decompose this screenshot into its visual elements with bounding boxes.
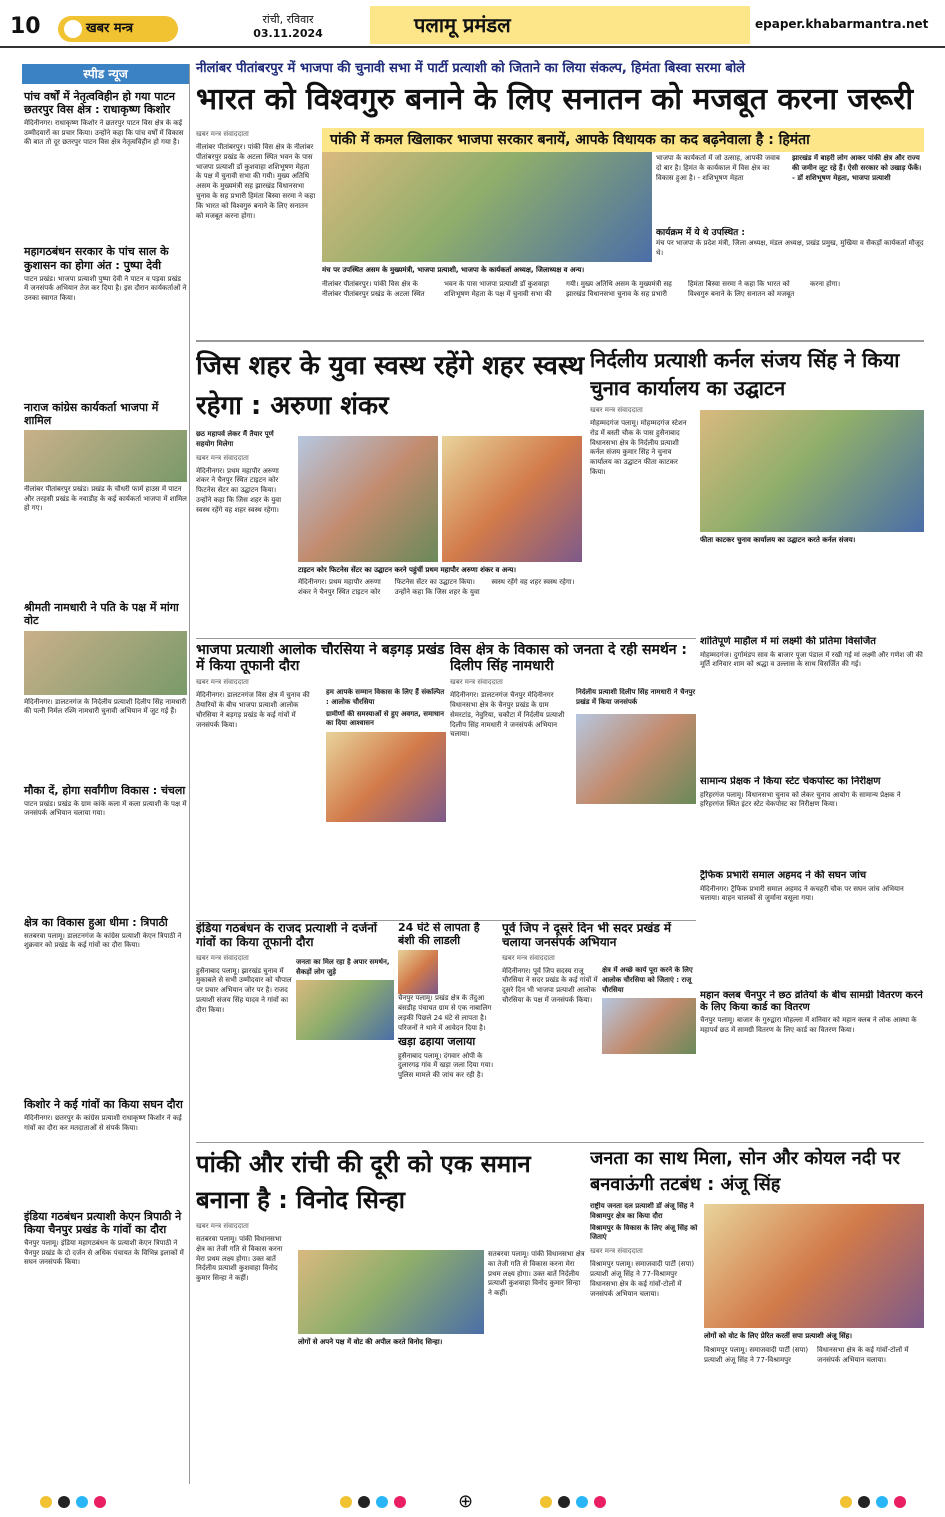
story-dilip-photo [576, 714, 696, 804]
city-day: रांची, रविवार [262, 13, 314, 26]
story-headline: ट्रैफिक प्रभारी समाल अहमद ने की सघन जांच [700, 870, 867, 881]
section-title: पलामू प्रमंडल [370, 6, 750, 44]
story-headline: शांतिपूर्ण माहौल में मां लक्ष्मी की प्रतिमा विसर्जित [700, 636, 876, 647]
registration-mark-icon [576, 1496, 588, 1508]
brief-headline: क्षेत्र का विकास हुआ धीमा : त्रिपाठी [24, 915, 168, 929]
story-headline: निर्दलीय प्रत्याशी कर्नल संजय सिंह ने किया चुनाव कार्यालय का उद्घाटन [590, 348, 900, 400]
story-khada [398, 1036, 498, 1136]
speed-news-label: स्पीड न्यूज [22, 64, 189, 84]
brief-photo [24, 631, 187, 695]
story-subhead: विश्रामपुर के विकास के लिए अंजू सिंह को जिताएं [590, 1223, 698, 1242]
registration-mark-icon [76, 1496, 88, 1508]
story-india-subhead: जनता का मिल रहा है अपार समर्थन, सैकड़ों लोग जुड़े [296, 958, 390, 976]
brand-name: खबर मन्त्र [86, 21, 134, 36]
story-aruna-photo [442, 436, 582, 562]
brief-body: पाटन प्रखंड। प्रखंड के ग्राम कांके कला में कला प्रत्याशी के पक्ष में जनसंपर्क अभियान चलाया गया। [24, 799, 187, 818]
story-byline: खबर मन्त्र संवाददाता [590, 406, 643, 414]
brief-body: पाटन प्रखंड। भाजपा प्रत्याशी पुष्पा देवी ने पाटन व पड़वा प्रखंड में जनसंपर्क अभियान तेज कर दिया है। इस दौरान कार्यकर्ताओं ने उनका स्वागत किया। [24, 274, 187, 302]
epaper-url[interactable]: epaper.khabarmantra.net [755, 17, 929, 31]
brief-headline: पांच वर्षों में नेतृत्वविहीन हो गया पाटन छतरपुर विस क्षेत्र : राधाकृष्ण किशोर [24, 90, 175, 117]
story-sanjay-photo [700, 410, 924, 532]
story-alok-subheads [326, 688, 446, 728]
story-alok-photo [326, 732, 446, 822]
story-headline: जिस शहर के युवा स्वस्थ रहेंगे शहर स्वस्थ रहेगा : अरुणा शंकर [196, 351, 585, 421]
brief-body: सतबरवा पलामू। डालटनगंज के कांग्रेस प्रत्याशी केएन त्रिपाठी ने शुक्रवार को प्रखंड के कई गांवों का दौरा किया। [24, 931, 182, 950]
lead-story-body [196, 126, 316, 336]
story-body: चैनपुर पलामू। बाजार के गुरुद्वारा मोहल्ला में शनिवार को महान क्लब ने लोक आस्था के महापर्व छठ में सामग्री वितरण के लिए कार्ड का वितरण किया। [700, 1016, 917, 1034]
brief-headline: इंडिया गठबंधन प्रत्याशी केएन त्रिपाठी ने किया चैनपुर प्रखंड के गांवों का दौरा [24, 1210, 182, 1237]
lead-strap: पांकी में कमल खिलाकर भाजपा सरकार बनायें, आपके विधायक का कद बढ़नेवाला है : हिमंता [322, 128, 924, 152]
lead-quote-2: झारखंड में बाहरी लोग आकर पांकी क्षेत्र और राज्य की जमीन लूट रहे हैं। ऐसी सरकार को उखाड़ फेंकें। - डॉ शशिभूषण मेहता, भाजपा प्रत्याशी [792, 154, 922, 182]
registration-mark-icon [394, 1496, 406, 1508]
story-subhead: छठ महापर्व लेकर मैं तैयार पूर्ण सहयोग मिलेगा [196, 430, 274, 448]
masthead [0, 0, 945, 48]
lead-body-continued: नीलांबर पीतांबरपुर। पांकी विस क्षेत्र के नीलांबर पीतांबरपुर प्रखंड के अटला स्थित भवन के पास भाजपा प्रत्याशी डॉ कुशवाहा शशिभूषण मेहता के पक्ष में चुनावी सभा की गयी। मुख्य अतिथि असम के मुख्यमंत्री सह झारखंड विधानसभा चुनाव के सह प्रभारी हिमंता बिस्वा सरमा ने कहा कि भारत को विश्वगुरु बनाने के लिए सनातन को मजबूत करना होगा। [322, 280, 841, 298]
divider [196, 920, 696, 921]
brief-item [22, 1098, 189, 1204]
story-body: विश्रामपुर पलामू। समाजवादी पार्टी (सपा) प्रत्याशी अंजू सिंह ने 77-विश्रामपुर विधानसभा क्षेत्र के कई गांवों-टोलों में जनसंपर्क अभियान चलाया। [590, 1260, 695, 1298]
story-bundi [398, 922, 498, 1032]
story-cards [700, 990, 924, 1144]
story-subhead: हम आपके सम्मान विकास के लिए हैं संकल्पित : आलोक चौरसिया [326, 688, 445, 706]
story-aruna-photo [298, 436, 438, 562]
lead-kicker: नीलांबर पीतांबरपुर में भाजपा की चुनावी सभा में पार्टी प्रत्याशी को जिताने का लिया संकल्प, हिमंता बिस्वा सरमा बोले [196, 61, 745, 76]
story-headline: विस क्षेत्र के विकास को जनता दे रही समर्थन : दिलीप सिंह नामधारी [450, 642, 688, 675]
story-byline: खबर मन्त्र संवाददाता [196, 453, 249, 462]
brief-body: चैनपुर पलामू। इंडिया महागठबंधन के प्रत्याशी केएन त्रिपाठी ने चैनपुर प्रखंड के दो दर्जन से अधिक पंचायत के विभिन्न इलाकों में सघन जनसंपर्क किया। [24, 1239, 184, 1267]
registration-mark-icon [340, 1496, 352, 1508]
brand-badge [58, 16, 178, 42]
story-headline: पूर्व जिप ने दूसरे दिन भी सदर प्रखंड में चलाया जनसंपर्क अभियान [502, 922, 672, 949]
brief-item [22, 1210, 189, 1399]
story-body: मोहम्मदगंज पलामू। मोहम्मदगंज स्टेशन रोड में बस्ती चौक के पास हुसैनाबाद विधानसभा क्षेत्र के निर्दलीय प्रत्याशी कर्नल संजय कुमार सिंह ने चुनाव कार्यालय का उद्घाटन फीता काटकर किया। [590, 419, 687, 476]
registration-mark-icon [40, 1496, 52, 1508]
lead-body: नीलांबर पीतांबरपुर। पांकी विस क्षेत्र के नीलांबर पीतांबरपुर प्रखंड के अटला स्थित भवन के पास भाजपा प्रत्याशी डॉ कुशवाहा शशिभूषण मेहता के पक्ष में चुनावी सभा की गयी। मुख्य अतिथि असम के मुख्यमंत्री सह झारखंड विधानसभा चुनाव के सह प्रभारी हिमंता बिस्वा सरमा ने कहा कि भारत को विश्वगुरु बनाने के लिए सनातन को मजबूत करना होगा। [196, 143, 316, 220]
registration-mark-icon [594, 1496, 606, 1508]
registration-mark-icon [558, 1496, 570, 1508]
story-headline: 24 घंटे से लापता है बंशी की लाडली [398, 922, 480, 947]
story-subhead: राष्ट्रीय जनता दल प्रत्याशी डॉ अंजू सिंह ने विश्रामपुर क्षेत्र का किया दौरा [590, 1202, 694, 1220]
brief-photo [24, 430, 187, 482]
story-byline: खबर मन्त्र संवाददाता [196, 678, 249, 687]
brief-body: मेदिनीनगर। छतरपुर के कांग्रेस प्रत्याशी राधाकृष्ण किशोर ने कई गांवों का दौरा कर मतदाताओं से संपर्क किया। [24, 1114, 182, 1132]
lead-byline: खबर मन्त्र संवाददाता [196, 130, 249, 138]
story-headline: जनता का साथ मिला, सोन और कोयल नदी पर बनवाऊंगी तटबंध : अंजू सिंह [590, 1148, 900, 1195]
story-anju-photo [704, 1204, 924, 1328]
story-headline: महान क्लब चैनपुर ने छठ व्रतियों के बीच सामग्री वितरण करने के लिए किया कार्ड का वितरण [700, 990, 923, 1013]
registration-mark-icon [876, 1496, 888, 1508]
print-registration-strip [0, 1488, 945, 1517]
story-vinod-photo [298, 1250, 484, 1334]
brief-body: मेदिनीनगर। राधाकृष्ण किशोर ने छतरपुर पाटन विस क्षेत्र के कई उम्मीदवारों का प्रचार किया। उन्होंने कहा कि पांच वर्षों में विकास की बात तो दूर छतरपुर पाटन विस क्षेत्र नेतृत्वविहीन हो गया है। [24, 119, 184, 147]
story-headline: पांकी और रांची की दूरी को एक समान बनाना है : विनोद सिन्हा [196, 1150, 531, 1214]
page-number: 10 [10, 14, 41, 39]
story-byline: खबर मन्त्र संवाददाता [196, 1222, 249, 1230]
story-body: मोहम्मदगंज। दुर्गामंडप साव के बाजार पूजा पंडाल में रखी गई मां लक्ष्मी और गणेश जी की मूर्ति शनिवार शाम को श्रद्धा व उल्लास के साथ विसर्जित की गई। [700, 650, 923, 669]
story-body: मेदिनीनगर। डालटनगंज चैनपुर मेदिनीनगर विधानसभा क्षेत्र के चैनपुर प्रखंड के ग्राम सेमरटांड, नेवुरिया, चकौटा में निर्दलीय प्रत्याशी दिलीप सिंह नामधारी ने जनसंपर्क अभियान चलाया। [450, 691, 565, 739]
story-bundi-photo [398, 950, 438, 994]
brief-body: मेदिनीनगर। डालटनगंज के निर्दलीय प्रत्याशी दिलीप सिंह नामधारी की पत्नी निर्मल रश्मि नामधारी चुनावी अभियान में जुट गई हैं। [24, 697, 187, 715]
brief-item [22, 916, 189, 1092]
story-purv-subhead: क्षेत्र में अच्छे कार्य पूरा करने के लिए आलोक चौरसिया को जिताएं : राजू चौरसिया [602, 966, 693, 994]
story-vinod-caption: लोगों से अपने पक्ष में वोट की अपील करते विनोद सिन्हा। [298, 1336, 484, 1348]
story-subhead: ग्रामीणों की समस्याओं से हुए अवगत, समाधान का दिया आश्वासन [326, 709, 444, 728]
story-aruna-caption: टाइटन कोर फिटनेस सेंटर का उद्घाटन करने पहुंचीं प्रथम महापौर अरुणा शंकर व अन्य। [298, 564, 582, 576]
story-body: सतबरवा पलामू। पांकी विधानसभा क्षेत्र का तेजी गति से विकास करना मेरा प्रथम लक्ष्य होगा। उक्त बातें निर्दलीय प्रत्याशी कुशवाहा विनोद कुमार सिन्हा ने कहीं। [196, 1235, 283, 1283]
divider [196, 638, 696, 639]
divider [196, 340, 924, 342]
story-traffic [700, 870, 924, 970]
story-byline: खबर मन्त्र संवाददाता [450, 678, 503, 687]
story-body: हुसैनाबाद पलामू। झारखंड चुनाव में मुकाबले से सभी उम्मीदवार को चौपाल पर प्रचार अभियान जोर पर है। राजद प्रत्याशी संजय सिंह यादव ने गांवों का दौरा किया। [196, 966, 292, 1014]
lead-attendees [656, 220, 924, 276]
story-body: मेदिनीनगर। डालटनगंज विस क्षेत्र में चुनाव की तैयारियों के बीच भाजपा प्रत्याशी आलोक चौरसिया ने बड़गड़ प्रखंड के कई गांवों में जनसंपर्क किया। [196, 691, 310, 729]
story-byline: खबर मन्त्र संवाददाता [196, 953, 249, 962]
brief-item [22, 90, 189, 239]
story-india-photo [296, 980, 394, 1040]
brief-headline: किशोर ने कई गांवों का किया सघन दौरा [24, 1097, 183, 1111]
story-headline: भाजपा प्रत्याशी आलोक चौरसिया ने बड़गड़ प्रखंड में किया तूफानी दौरा [196, 642, 445, 675]
registration-mark-icon [858, 1496, 870, 1508]
crosshair-icon: ⊕ [458, 1491, 474, 1512]
story-body: हुसैनाबाद पलामू। दंगवार ओपी के दुलारगढ़ गांव में खड़ा जला दिया गया। पुलिस मामले की जांच कर रही है। [398, 1051, 494, 1080]
story-anju-body-continued: विश्रामपुर पलामू। समाजवादी पार्टी (सपा) प्रत्याशी अंजू सिंह ने 77-विश्रामपुर विधानसभा क्षेत्र के कई गांवों-टोलों में जनसंपर्क अभियान चलाया। [704, 1346, 909, 1364]
story-byline: खबर मन्त्र संवाददाता [502, 953, 555, 962]
lead-quote-1: भाजपा के कार्यकर्ता में जो उत्साह, आपकी जवाब दो बार है। हिमंत के कार्यकाल में विस क्षेत्र का विकास हुआ है। - शशिभूषण मेहता [656, 154, 780, 182]
brand-logo-icon [64, 20, 82, 38]
brief-item [22, 401, 189, 595]
brief-item [22, 784, 189, 910]
story-headline: खड़ा ढहाया जलाया [398, 1036, 476, 1048]
divider [196, 1142, 924, 1143]
story-body: मेदिनीनगर। पूर्व जिप सदस्य राजू चौरसिया ने सदर प्रखंड के कई गांवों में दूसरे दिन भी भाजपा प्रत्याशी आलोक चौरसिया के पक्ष में जनसंपर्क किया। [502, 966, 598, 1004]
story-headline: सामान्य प्रेक्षक ने किया स्टेट चेकपोस्ट का निरीक्षण [700, 776, 881, 787]
registration-mark-icon [894, 1496, 906, 1508]
brief-headline: नाराज कांग्रेस कार्यकर्ता भाजपा में शामिल [24, 400, 159, 427]
registration-mark-icon [840, 1496, 852, 1508]
story-vinod-body-continued: सतबरवा पलामू। पांकी विधानसभा क्षेत्र का तेजी गति से विकास करना मेरा प्रथम लक्ष्य होगा। उक्त बातें निर्दलीय प्रत्याशी कुशवाहा विनोद कुमार सिन्हा ने कहीं। [488, 1250, 585, 1298]
lead-headline: भारत को विश्वगुरु बनाने के लिए सनातन को मजबूत करना जरूरी [196, 82, 914, 117]
lead-photo-caption: मंच पर उपस्थित असम के मुख्यमंत्री, भाजपा प्रत्याशी, भाजपा के कार्यकर्ता अध्यक्ष, जिलाध्यक्ष व अन्य। [322, 264, 652, 276]
brief-body: नीलांबर पीतांबरपुर प्रखंड। प्रखंड के चौधरी फार्म हाउस में पाटन और तरहसी प्रखंड के नवाडीह के कई कार्यकर्ता भाजपा में शामिल हो गए। [24, 485, 187, 512]
story-aruna-body-continued: मेदिनीनगर। प्रथम महापौर अरुणा शंकर ने चैनपुर स्थित टाइटन कोर फिटनेस सेंटर का उद्घाटन किया। उन्होंने कहा कि जिस शहर के युवा स्वस्थ रहेंगे वह शहर स्वस्थ रहेगा। [298, 578, 575, 596]
attendees-label: कार्यक्रम में ये थे उपस्थित : [656, 228, 745, 238]
story-dilip-subhead: निर्दलीय प्रत्याशी दिलीप सिंह नामधारी ने चैनपुर प्रखंड में किया जनसंपर्क [576, 688, 696, 706]
story-body: हरिहरगंज पलामू। विधानसभा चुनाव को लेकर चुनाव आयोग के सामान्य प्रेक्षक ने हरिहरगंज स्थित इंटर स्टेट चेकपोस्ट का निरीक्षण किया। [700, 790, 901, 809]
story-durga [700, 636, 924, 742]
dateline [248, 12, 328, 40]
brief-headline: मौका दें, होगा सर्वांगीण विकास : चंचला [24, 783, 186, 797]
registration-mark-icon [58, 1496, 70, 1508]
story-headline: इंडिया गठबंधन के राजद प्रत्याशी ने दर्जनों गांवों का किया तूफानी दौरा [196, 922, 378, 949]
story-byline: खबर मन्त्र संवाददाता [590, 1247, 643, 1256]
brief-item [22, 245, 189, 394]
story-sanjay-caption: फीता काटकर चुनाव कार्यालय का उद्घाटन करते कर्नल संजय। [700, 534, 924, 546]
story-anju-caption: लोगों को वोट के लिए प्रेरित करतीं सपा प्रत्याशी अंजू सिंह। [704, 1330, 924, 1342]
issue-date: 03.11.2024 [253, 27, 323, 40]
registration-mark-icon [358, 1496, 370, 1508]
attendees-body: मंच पर भाजपा के प्रदेश मंत्री, जिला अध्यक्ष, मंडल अध्यक्ष, प्रखंड प्रमुख, मुखिया व सैकड़ों कार्यकर्ता मौजूद थे। [656, 239, 924, 257]
speed-news-column [22, 64, 190, 1484]
brief-headline: श्रीमती नामधारी ने पति के पक्ष में मांगा वोट [24, 601, 179, 628]
brief-item [22, 601, 189, 777]
registration-mark-icon [94, 1496, 106, 1508]
brief-headline: महागठबंधन सरकार के पांच साल के कुशासन का होगा अंत : पुष्पा देवी [24, 245, 169, 272]
story-body: मेदिनीनगर। ट्रैफिक प्रभारी समाल अहमद ने कचहरी चौक पर सघन जांच अभियान चलाया। वाहन चालकों से जुर्माना वसूला गया। [700, 884, 904, 903]
lead-photo [322, 152, 652, 262]
registration-mark-icon [540, 1496, 552, 1508]
registration-mark-icon [376, 1496, 388, 1508]
story-body: चैनपुर पलामू। प्रखंड क्षेत्र के तेंदुआ बंसडीह पंचायत ग्राम से एक नाबालिग लड़की पिछले 24 घंटे से लापता है। परिजनों ने थाने में आवेदन दिया है। [398, 994, 492, 1032]
story-body: मेदिनीनगर। प्रथम महापौर अरुणा शंकर ने चैनपुर स्थित टाइटन कोर फिटनेस सेंटर का उद्घाटन किया। उन्होंने कहा कि जिस शहर के युवा स्वस्थ रहेंगे वह शहर स्वस्थ रहेगा। [196, 466, 282, 514]
story-check [700, 776, 924, 866]
story-purv-photo [602, 998, 696, 1054]
